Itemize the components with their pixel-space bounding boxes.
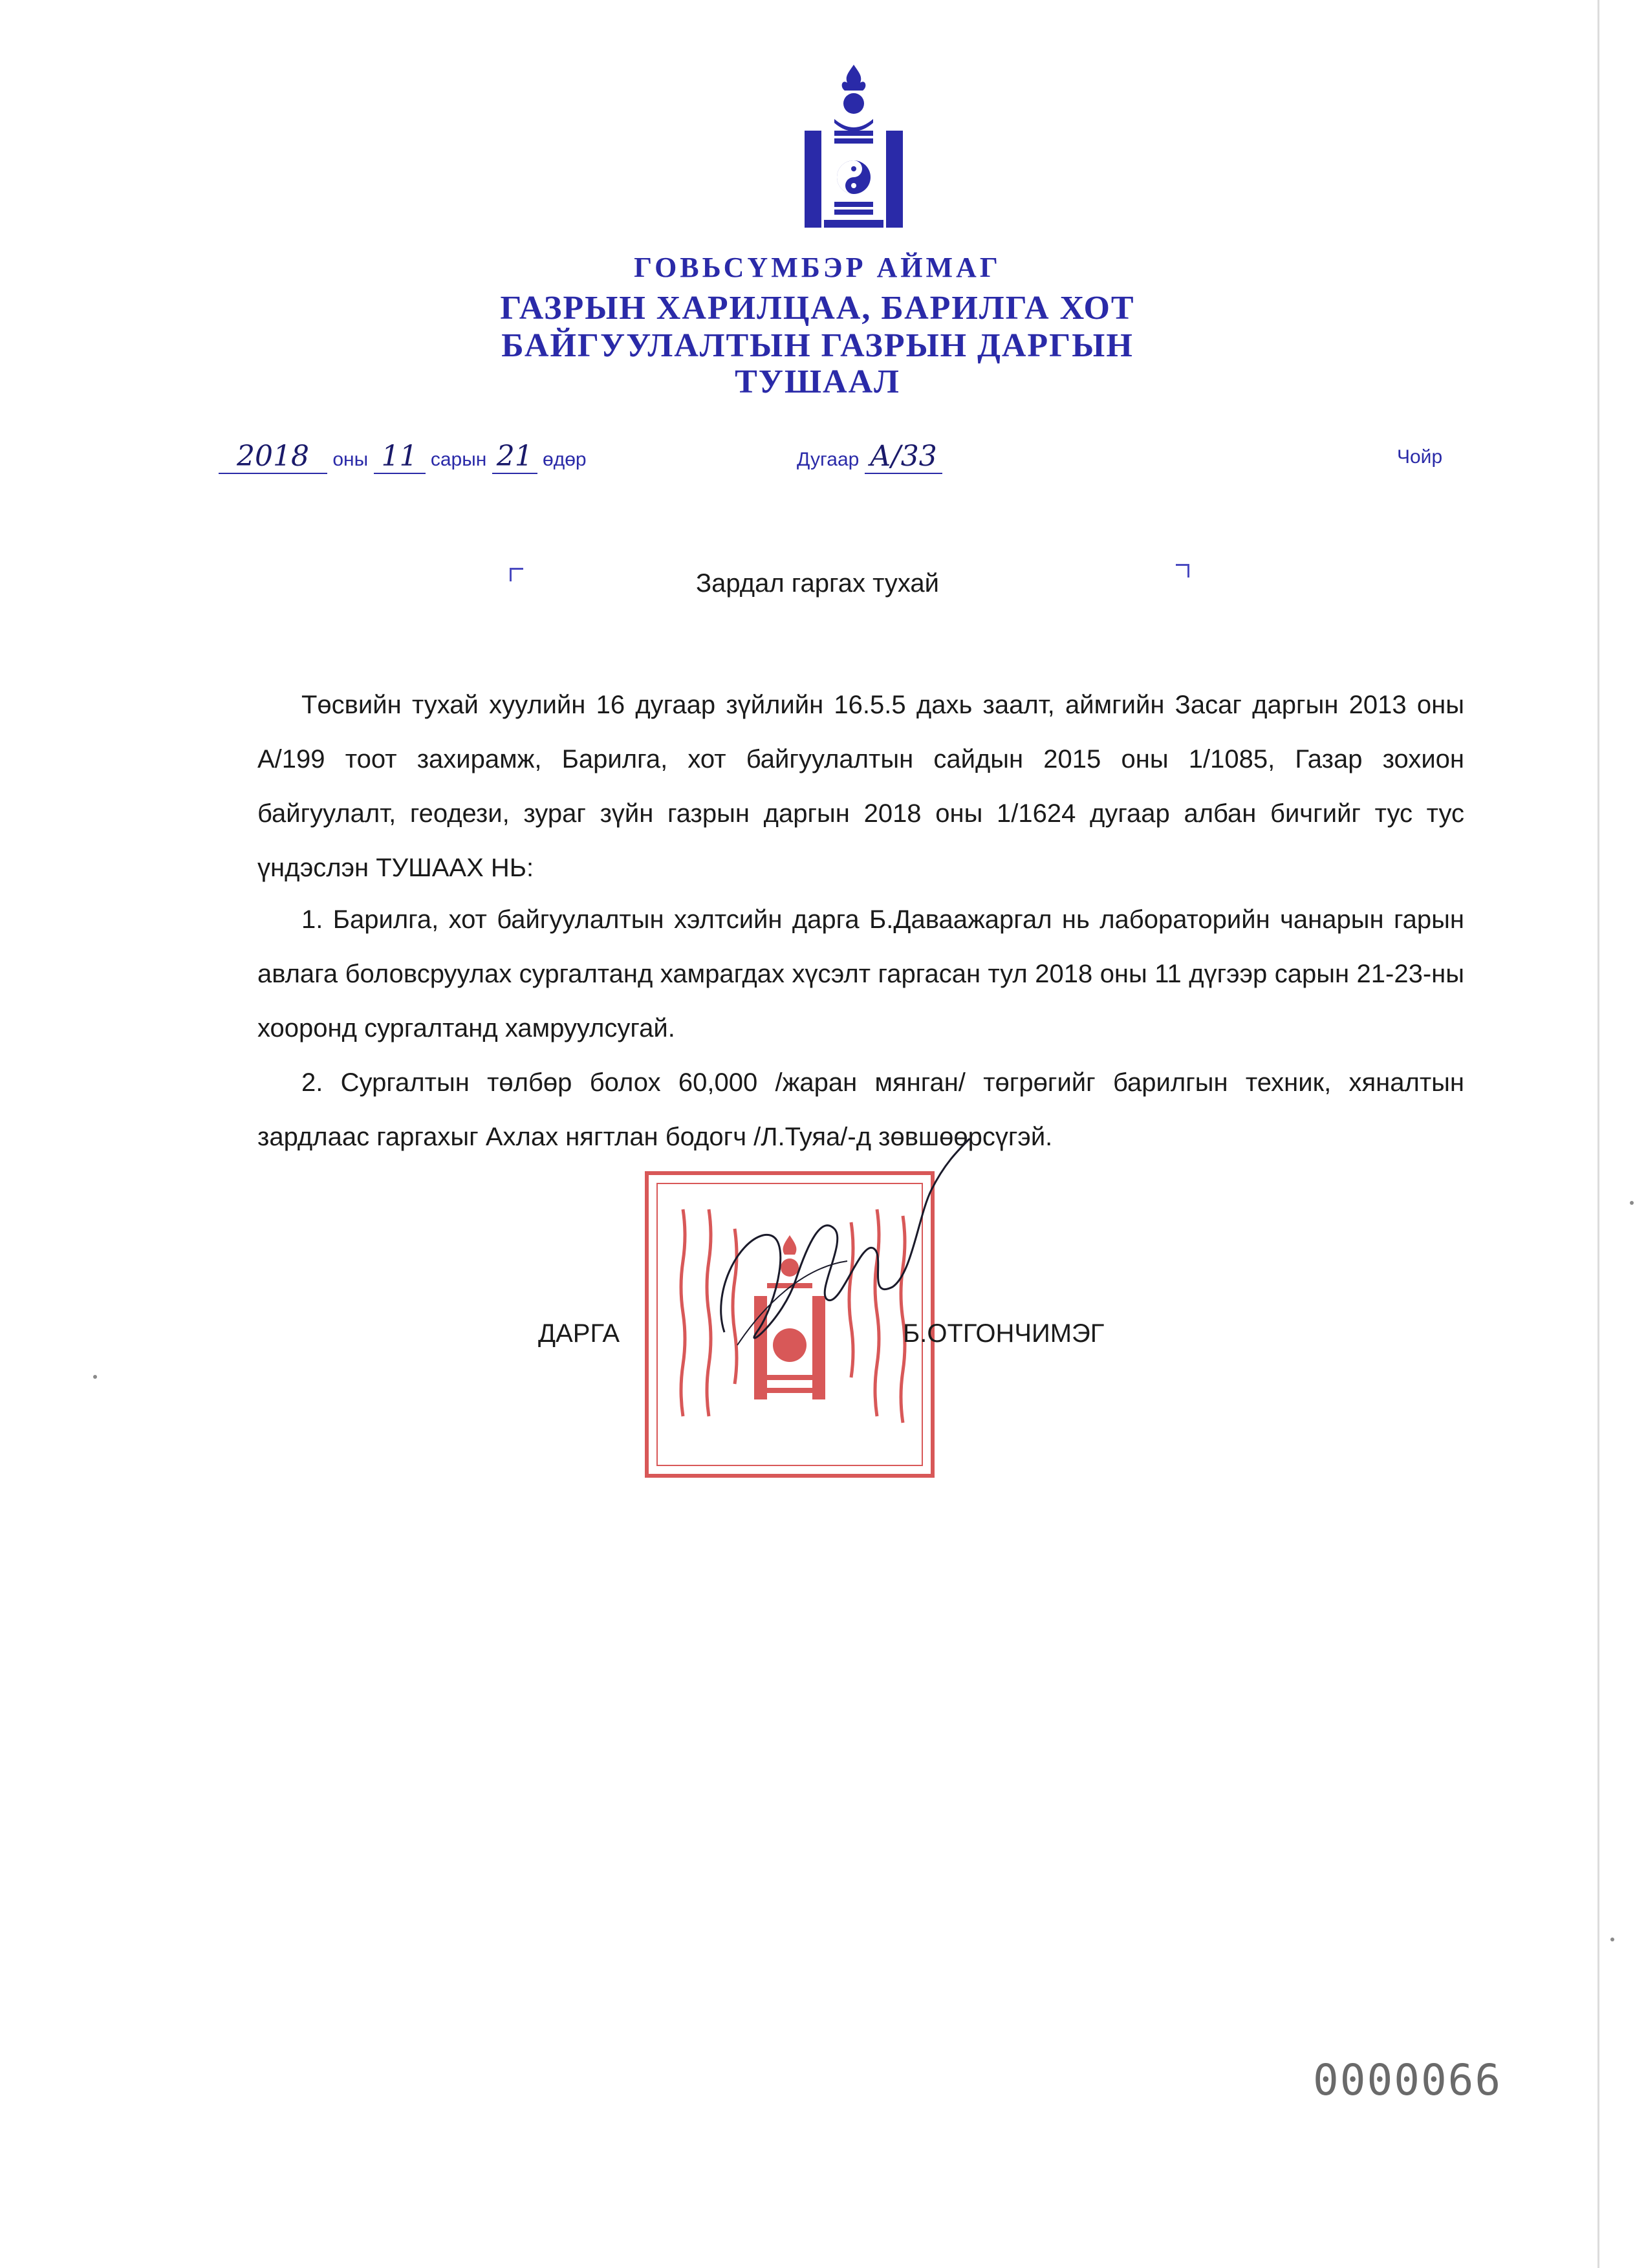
document-serial-number: 0000066: [1313, 2055, 1502, 2105]
handwritten-signature: [698, 1138, 983, 1410]
header-office-line2: БАЙГУУЛАЛТЫН ГАЗРЫН ДАРГЫН: [501, 327, 1134, 364]
scan-speck: [1630, 1201, 1634, 1205]
date-year: 2018: [219, 440, 327, 474]
issue-place: Чойр: [1397, 446, 1443, 468]
scan-speck: [1610, 1938, 1614, 1941]
date-month-suffix: сарын: [430, 449, 487, 470]
scan-speck: [93, 1375, 97, 1379]
order-number-label: Дугаар: [797, 449, 860, 470]
date-year-suffix: оны: [332, 449, 369, 470]
signatory-title: ДАРГА: [538, 1319, 620, 1348]
signatory-name: Б.ОТГОНЧИМЭГ: [903, 1319, 1105, 1348]
header-document-type: ТУШААЛ: [735, 363, 900, 400]
date-month: 11: [374, 440, 426, 474]
order-number-line: [797, 440, 942, 474]
order-item-1: 1. Барилга, хот байгуулалтын хэлтсийн дарга Б.Даваажаргал нь лабораторийн чанарын гарын авлага боловсруулах сургалтанд хамрагдах хүсэлт гаргасан тул 2018 оны 11 дүгээр сарын 21-23-ны хооронд сургалтанд хамруулсугай.: [257, 905, 1464, 1042]
date-line: [219, 440, 587, 474]
soyombo-emblem: [801, 63, 907, 232]
order-number: А/33: [865, 440, 942, 474]
header-office-line1: ГАЗРЫН ХАРИЛЦАА, БАРИЛГА ХОТ: [500, 290, 1135, 327]
subject-title: Зардал гаргах тухай: [696, 569, 939, 598]
header-aimag: ГОВЬСҮМБЭР АЙМАГ: [634, 252, 1001, 283]
order-preamble: Төсвийн тухай хуулийн 16 дугаар зүйлийн 16.5.5 дахь заалт, аймгийн Засаг даргын 2013 оны А/199 тоот захирамж, Барилга, хот байгуулалтын сайдын 2015 оны 1/1085, Газар зохион байгуулалт, геодези, зураг зүйн газрын даргын 2018 оны 1/1624 дугаар албан бичгийг тус тус үндэслэн ТУШААХ НЬ:: [257, 691, 1464, 882]
order-item-2: 2. Сургалтын төлбөр болох 60,000 /жаран мянган/ төгрөгийг барилгын техник, хяналтын зардлаас гаргахыг Ахлах нягтлан бодогч /Л.Туяа/-д зөвшөөрсүгэй.: [257, 1068, 1464, 1151]
date-day-suffix: өдөр: [543, 449, 587, 470]
date-day: 21: [492, 440, 537, 474]
